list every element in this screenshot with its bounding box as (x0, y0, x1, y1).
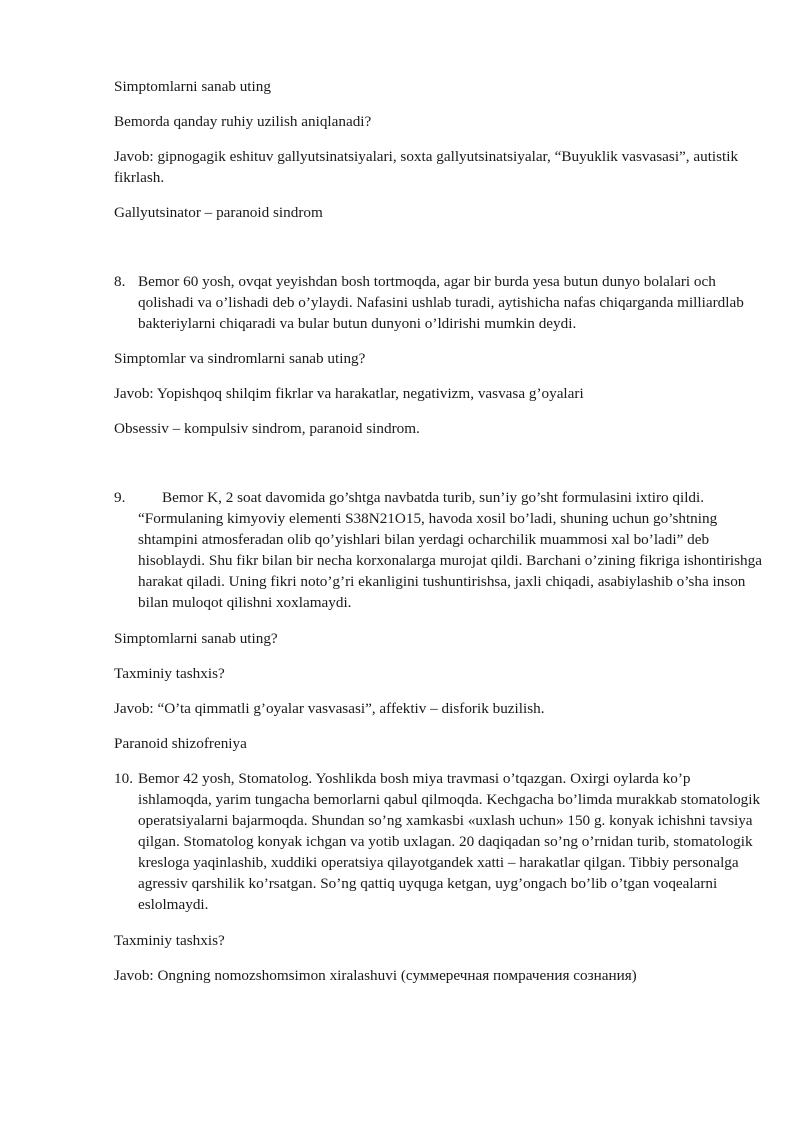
case-10 (114, 768, 764, 915)
answer-text: Javob: gipnogagik eshituv gallyutsinatsiyalari, soxta gallyutsinatsiyalar, “Buyuklik vasvasasi”, autistik fikrlash. (114, 148, 739, 186)
case-9 (114, 487, 764, 613)
question-line: Simptomlar va sindromlarni sanab uting? (114, 350, 366, 367)
question-line: Bemorda qanday ruhiy uzilish aniqlanadi? (114, 113, 372, 130)
answer-text: Javob: Yopishqoq shilqim fikrlar va harakatlar, negativizm, vasvasa g’oyalari (114, 385, 584, 402)
question-line: Simptomlarni sanab uting? (114, 630, 278, 647)
question-line: Taxminiy tashxis? (114, 932, 225, 949)
case-text: Bemor K, 2 soat davomida go’shtga navbatda turib, sun’iy go’sht formulasini ixtiro qildi. “Formulaning kimyoviy elementi S38N21O15, havoda xosil bo’ladi, shuning uchun go’shtning shtampini atmosferadan olib qo’yishlari bilan yerdagi ocharchilik muammosi xal bo’ladi” deb hisoblaydi. Shu fikr bilan bir necha korxonalarga murojat qildi. Barchani o’zining fikriga ishontirishga harakat qiladi. Uning fikri noto’g’ri ekanligini tushuntirishsa, jaxli chiqadi, asabiylashib o’sha inson bilan muloqot qilishni xoxlamaydi. (138, 489, 762, 611)
case-text: Bemor 60 yosh, ovqat yeyishdan bosh tortmoqda, agar bir burda yesa butun dunyo bolalari och qolishadi va o’lishadi deb o’ylaydi. Nafasini ushlab turadi, aytishicha nafas chiqarganda milliardlab bakteriylarni chiqaradi va bular butun dunyoni o’ldirishi mumkin deydi. (138, 273, 744, 332)
case-number: 8. (114, 273, 126, 290)
answer-text: Javob: Ongning nomozshomsimon xiralashuvi (суммеречная помрачения сознания) (114, 967, 637, 984)
diagnosis-text: Paranoid shizofreniya (114, 735, 247, 752)
syndrome-text: Gallyutsinator – paranoid sindrom (114, 204, 323, 221)
question-line: Simptomlarni sanab uting (114, 78, 271, 95)
case-8 (114, 271, 764, 334)
case-text: Bemor 42 yosh, Stomatolog. Yoshlikda bosh miya travmasi o’tqazgan. Oxirgi oylarda ko’p ishlamoqda, yarim tungacha bemorlarni qabul qilmoqda. Kechgacha bo’limda murakkab stomatologik operatsiyalarni bajarmoqda. Shundan so’ng xamkasbi «uxlash uchun» 150 g. konyak ichishni tavsiya qilgan. Stomatolog konyak ichgan va yotib uxlagan. 20 daqiqadan so’ng o’rnidan turib, stomatologik kresloga yaqinlashib, xuddiki operatsiya qilayotgandek xatti – harakatlar qilgan. Tibbiy personalga agressiv qarshilik ko’rsatgan. So’ng qattiq uyquga ketgan, uyg’ongach bo’lib o’tgan voqealarni eslolmaydi. (138, 770, 761, 913)
question-line: Taxminiy tashxis? (114, 665, 225, 682)
syndrome-text: Obsessiv – kompulsiv sindrom, paranoid sindrom. (114, 420, 420, 437)
case-number: 10. (114, 770, 133, 787)
case-number: 9. (114, 489, 126, 506)
answer-text: Javob: “O’ta qimmatli g’oyalar vasvasasi”, affektiv – disforik buzilish. (114, 700, 545, 717)
